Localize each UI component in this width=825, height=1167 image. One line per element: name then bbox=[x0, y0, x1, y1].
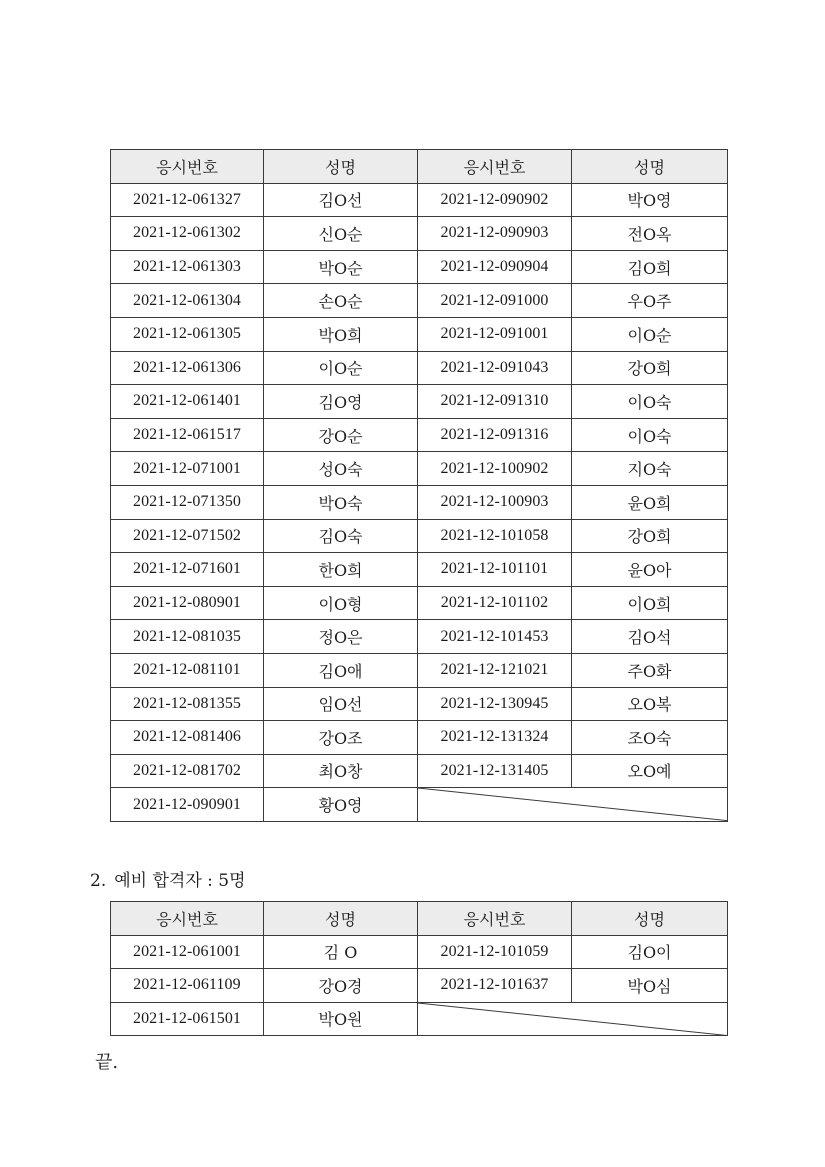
name-cell: 강O희 bbox=[572, 351, 728, 385]
name-cell: 김O영 bbox=[264, 385, 418, 419]
table-row bbox=[111, 653, 728, 687]
table-row bbox=[111, 586, 728, 620]
exam-number-cell: 2021-12-091043 bbox=[418, 351, 572, 385]
exam-number-cell: 2021-12-100903 bbox=[418, 485, 572, 519]
header-exam-no: 응시번호 bbox=[418, 902, 572, 936]
name-cell: 조O숙 bbox=[572, 721, 728, 755]
name-cell: 강O희 bbox=[572, 519, 728, 553]
table-row bbox=[111, 1002, 728, 1036]
name-cell: 강O조 bbox=[264, 721, 418, 755]
name-cell: 임O선 bbox=[264, 687, 418, 721]
exam-number-cell: 2021-12-121021 bbox=[418, 653, 572, 687]
table-row bbox=[111, 217, 728, 251]
empty-cell-diagonal bbox=[418, 1002, 728, 1036]
exam-number-cell: 2021-12-131405 bbox=[418, 754, 572, 788]
name-cell: 이O순 bbox=[572, 317, 728, 351]
exam-number-cell: 2021-12-090904 bbox=[418, 250, 572, 284]
exam-number-cell: 2021-12-081406 bbox=[111, 721, 264, 755]
table-row bbox=[111, 418, 728, 452]
table-row bbox=[111, 754, 728, 788]
exam-number-cell: 2021-12-101102 bbox=[418, 586, 572, 620]
exam-number-cell: 2021-12-100902 bbox=[418, 452, 572, 486]
exam-number-cell: 2021-12-101059 bbox=[418, 935, 572, 969]
final-passers-table bbox=[110, 149, 728, 822]
exam-number-cell: 2021-12-071502 bbox=[111, 519, 264, 553]
table-row bbox=[111, 452, 728, 486]
exam-number-cell: 2021-12-061304 bbox=[111, 284, 264, 318]
header-exam-no: 응시번호 bbox=[418, 150, 572, 184]
name-cell: 최O창 bbox=[264, 754, 418, 788]
name-cell: 박O숙 bbox=[264, 485, 418, 519]
table-row bbox=[111, 250, 728, 284]
name-cell: 박O심 bbox=[572, 969, 728, 1003]
name-cell: 박O영 bbox=[572, 183, 728, 217]
table-row bbox=[111, 553, 728, 587]
exam-number-cell: 2021-12-130945 bbox=[418, 687, 572, 721]
name-cell: 손O순 bbox=[264, 284, 418, 318]
table-row bbox=[111, 485, 728, 519]
name-cell: 윤O희 bbox=[572, 485, 728, 519]
name-cell: 전O옥 bbox=[572, 217, 728, 251]
table-header-row bbox=[111, 150, 728, 184]
name-cell: 박O순 bbox=[264, 250, 418, 284]
exam-number-cell: 2021-12-131324 bbox=[418, 721, 572, 755]
name-cell: 이O숙 bbox=[572, 418, 728, 452]
exam-number-cell: 2021-12-080901 bbox=[111, 586, 264, 620]
exam-number-cell: 2021-12-061303 bbox=[111, 250, 264, 284]
exam-number-cell: 2021-12-081355 bbox=[111, 687, 264, 721]
section-heading: 예비 합격자 : 5명 bbox=[114, 871, 246, 891]
table-row bbox=[111, 284, 728, 318]
section-number: 2. bbox=[90, 871, 107, 891]
header-exam-no: 응시번호 bbox=[111, 150, 264, 184]
exam-number-cell: 2021-12-061302 bbox=[111, 217, 264, 251]
diagonal-line bbox=[418, 788, 727, 821]
exam-number-cell: 2021-12-061327 bbox=[111, 183, 264, 217]
name-cell: 오O예 bbox=[572, 754, 728, 788]
name-cell: 김O애 bbox=[264, 653, 418, 687]
table-row bbox=[111, 620, 728, 654]
exam-number-cell: 2021-12-061109 bbox=[111, 969, 264, 1003]
table-row bbox=[111, 935, 728, 969]
name-cell: 황O영 bbox=[264, 788, 418, 822]
exam-number-cell: 2021-12-081101 bbox=[111, 653, 264, 687]
name-cell: 이O순 bbox=[264, 351, 418, 385]
exam-number-cell: 2021-12-101637 bbox=[418, 969, 572, 1003]
header-name: 성명 bbox=[264, 150, 418, 184]
exam-number-cell: 2021-12-101058 bbox=[418, 519, 572, 553]
name-cell: 한O희 bbox=[264, 553, 418, 587]
name-cell: 신O순 bbox=[264, 217, 418, 251]
exam-number-cell: 2021-12-071601 bbox=[111, 553, 264, 587]
name-cell: 김O선 bbox=[264, 183, 418, 217]
name-cell: 지O숙 bbox=[572, 452, 728, 486]
exam-number-cell: 2021-12-091000 bbox=[418, 284, 572, 318]
exam-number-cell: 2021-12-090903 bbox=[418, 217, 572, 251]
name-cell: 김 O bbox=[264, 935, 418, 969]
name-cell: 이O형 bbox=[264, 586, 418, 620]
name-cell: 박O원 bbox=[264, 1002, 418, 1036]
name-cell: 강O순 bbox=[264, 418, 418, 452]
header-exam-no: 응시번호 bbox=[111, 902, 264, 936]
name-cell: 박O희 bbox=[264, 317, 418, 351]
exam-number-cell: 2021-12-101101 bbox=[418, 553, 572, 587]
header-name: 성명 bbox=[572, 902, 728, 936]
name-cell: 윤O아 bbox=[572, 553, 728, 587]
exam-number-cell: 2021-12-090901 bbox=[111, 788, 264, 822]
exam-number-cell: 2021-12-061501 bbox=[111, 1002, 264, 1036]
name-cell: 김O석 bbox=[572, 620, 728, 654]
exam-number-cell: 2021-12-061401 bbox=[111, 385, 264, 419]
empty-cell-diagonal bbox=[418, 788, 728, 822]
exam-number-cell: 2021-12-091310 bbox=[418, 385, 572, 419]
exam-number-cell: 2021-12-061305 bbox=[111, 317, 264, 351]
name-cell: 성O숙 bbox=[264, 452, 418, 486]
name-cell: 우O주 bbox=[572, 284, 728, 318]
exam-number-cell: 2021-12-081035 bbox=[111, 620, 264, 654]
exam-number-cell: 2021-12-061517 bbox=[111, 418, 264, 452]
table-row bbox=[111, 351, 728, 385]
table-row bbox=[111, 519, 728, 553]
name-cell: 주O화 bbox=[572, 653, 728, 687]
exam-number-cell: 2021-12-061306 bbox=[111, 351, 264, 385]
table-header-row bbox=[111, 902, 728, 936]
exam-number-cell: 2021-12-071001 bbox=[111, 452, 264, 486]
exam-number-cell: 2021-12-091001 bbox=[418, 317, 572, 351]
table-row bbox=[111, 385, 728, 419]
table-row bbox=[111, 721, 728, 755]
table-row bbox=[111, 969, 728, 1003]
table-row bbox=[111, 687, 728, 721]
diagonal-line bbox=[418, 1003, 727, 1036]
end-mark: 끝. bbox=[95, 1052, 119, 1073]
exam-number-cell: 2021-12-101453 bbox=[418, 620, 572, 654]
name-cell: 정O은 bbox=[264, 620, 418, 654]
reserve-passers-table bbox=[110, 901, 728, 1036]
exam-number-cell: 2021-12-071350 bbox=[111, 485, 264, 519]
table-row bbox=[111, 183, 728, 217]
name-cell: 이O숙 bbox=[572, 385, 728, 419]
name-cell: 김O이 bbox=[572, 935, 728, 969]
exam-number-cell: 2021-12-091316 bbox=[418, 418, 572, 452]
name-cell: 김O희 bbox=[572, 250, 728, 284]
exam-number-cell: 2021-12-090902 bbox=[418, 183, 572, 217]
section-title-reserve-passers bbox=[90, 866, 246, 891]
exam-number-cell: 2021-12-081702 bbox=[111, 754, 264, 788]
header-name: 성명 bbox=[264, 902, 418, 936]
exam-number-cell: 2021-12-061001 bbox=[111, 935, 264, 969]
name-cell: 이O희 bbox=[572, 586, 728, 620]
header-name: 성명 bbox=[572, 150, 728, 184]
table-row bbox=[111, 317, 728, 351]
table-row bbox=[111, 788, 728, 822]
name-cell: 김O숙 bbox=[264, 519, 418, 553]
name-cell: 오O복 bbox=[572, 687, 728, 721]
name-cell: 강O경 bbox=[264, 969, 418, 1003]
